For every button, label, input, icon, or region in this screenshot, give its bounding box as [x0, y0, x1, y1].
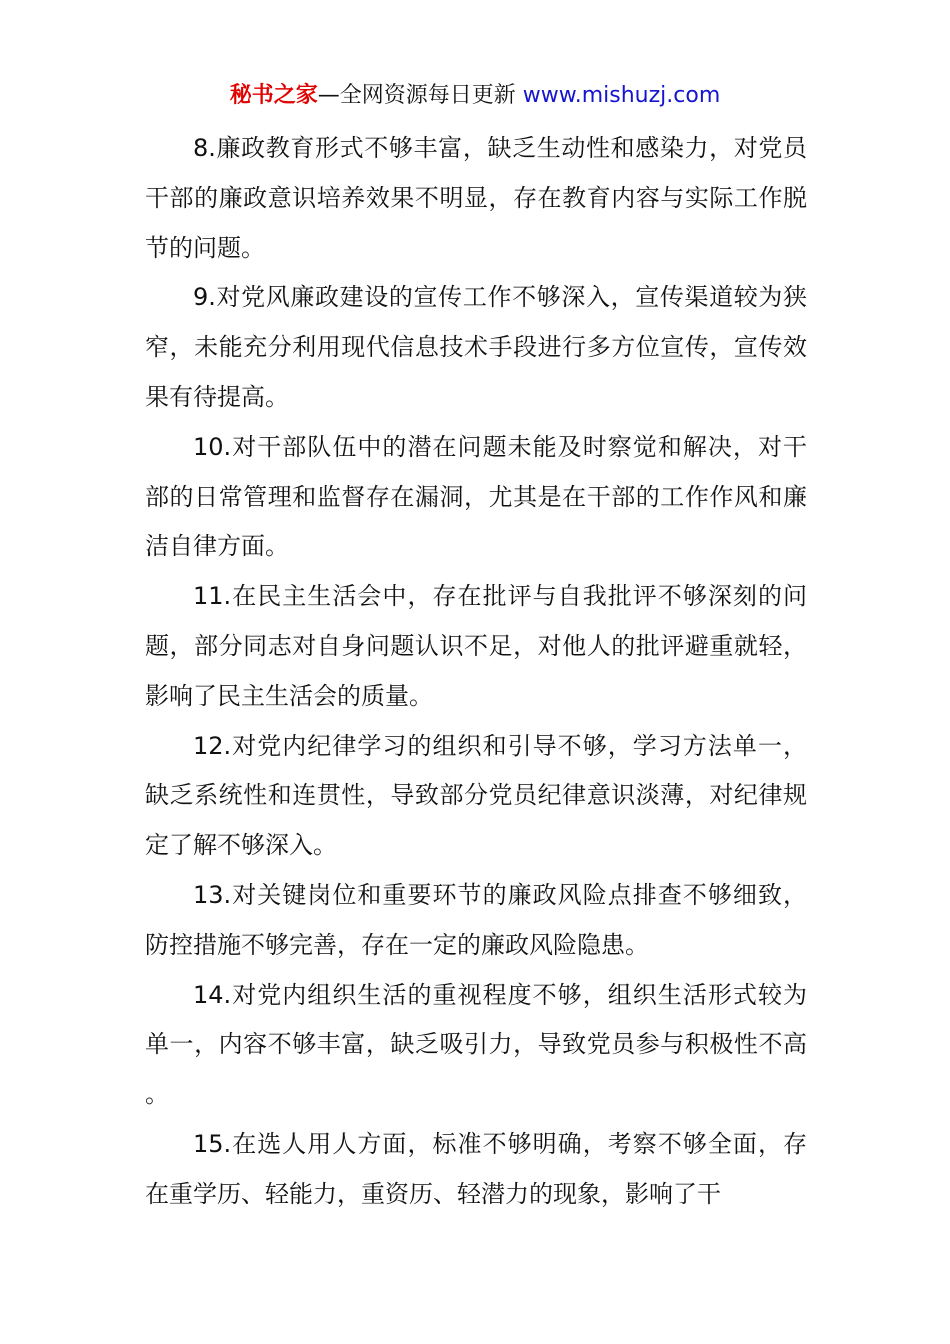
header-brand: 秘书之家 [229, 83, 318, 108]
paragraph-10: 10.对干部队伍中的潜在问题未能及时察觉和解决，对干部的日常管理和监督存在漏洞，尤其是在干部的工作作风和廉洁自律方面。 [145, 432, 807, 561]
paragraph-15: 15.在选人用人方面，标准不够明确，考察不够全面，存在重学历、轻能力，重资历、轻潜力的现象，影响了干 [145, 1129, 807, 1208]
document-body [145, 124, 807, 1220]
page-header [0, 80, 950, 112]
paragraph-8: 8.廉政教育形式不够丰富，缺乏生动性和感染力，对党员干部的廉政意识培养效果不明显，存在教育内容与实际工作脱节的问题。 [145, 134, 807, 262]
header-tagline: —全网资源每日更新 [317, 83, 516, 108]
header-site-link[interactable]: www.mishuzj.com [522, 83, 721, 108]
paragraph-12: 12.对党内纪律学习的组织和引导不够，学习方法单一，缺乏系统性和连贯性，导致部分党员纪律意识淡薄，对纪律规定了解不够深入。 [145, 731, 807, 860]
paragraph-13: 13.对关键岗位和重要环节的廉政风险点排查不够细致，防控措施不够完善，存在一定的廉政风险隐患。 [145, 880, 807, 959]
paragraph-14: 14.对党内组织生活的重视程度不够，组织生活形式较为单一，内容不够丰富，缺乏吸引力，导致党员参与积极性不高。 [145, 980, 807, 1109]
paragraph-9: 9.对党风廉政建设的宣传工作不够深入，宣传渠道较为狭窄，未能充分利用现代信息技术手段进行多方位宣传，宣传效果有待提高。 [145, 283, 807, 411]
paragraph-11: 11.在民主生活会中，存在批评与自我批评不够深刻的问题，部分同志对自身问题认识不足，对他人的批评避重就轻，影响了民主生活会的质量。 [145, 582, 807, 710]
